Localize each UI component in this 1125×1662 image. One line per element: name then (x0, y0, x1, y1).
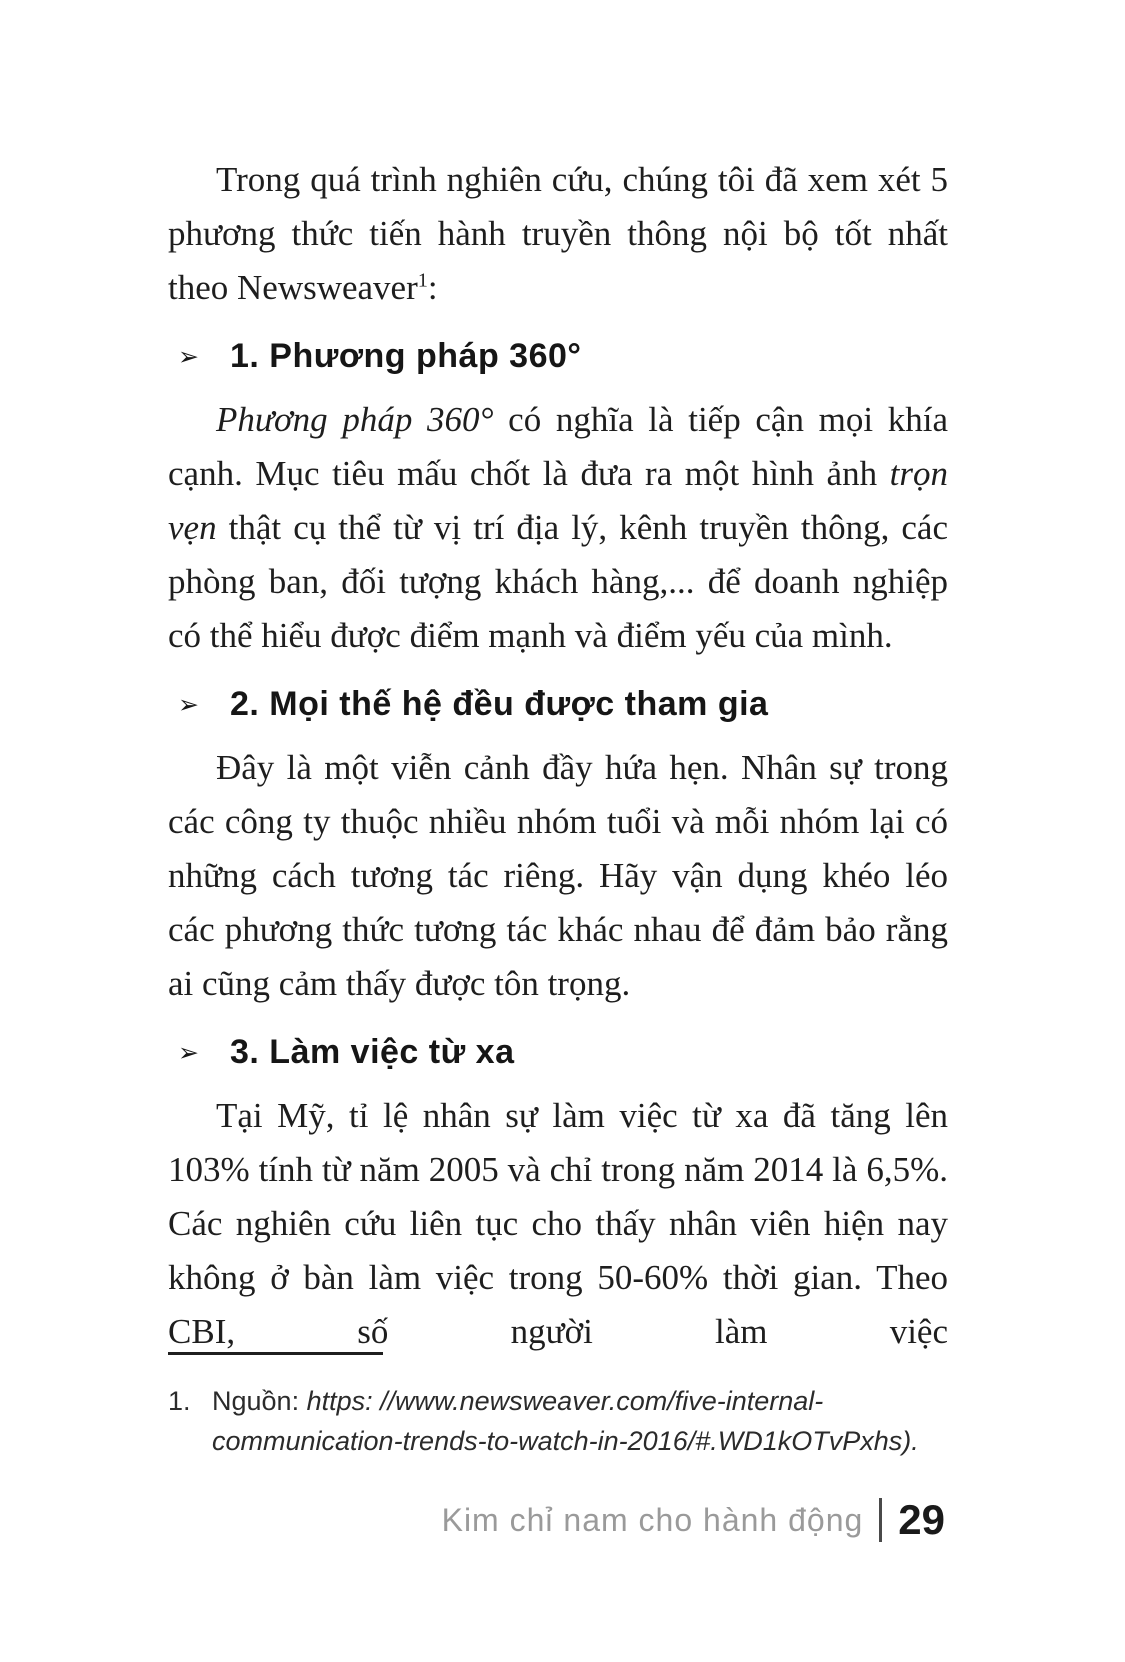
section-1-title: 1. Phương pháp 360° (230, 337, 582, 375)
intro-paragraph (168, 153, 948, 315)
footnote-separator-rule (168, 1352, 383, 1355)
footnote-area (168, 1352, 958, 1461)
section-1-emphasis-italic: trọn vẹn (168, 454, 948, 547)
arrow-bullet-icon: ➢ (178, 341, 199, 371)
page-number: 29 (898, 1496, 945, 1543)
footnote-ref-marker: 1 (417, 269, 428, 292)
section-3-paragraph: Tại Mỹ, tỉ lệ nhân sự làm việc từ xa đã tăng lên 103% tính từ năm 2005 và chỉ trong năm 2014 là 6,5%. Các nghiên cứu liên tục cho thấy nhân viên hiện nay không ở bàn làm việc trong 50-60% thời gian. Theo CBI, số người làm việc (168, 1096, 948, 1351)
intro-text: Trong quá trình nghiên cứu, chúng tôi đã xem xét 5 phương thức tiến hành truyền thông nội bộ tốt nhất theo Newsweaver (168, 160, 948, 307)
section-1-paragraph (168, 393, 948, 663)
arrow-bullet-icon: ➢ (178, 1037, 199, 1067)
running-title: Kim chỉ nam cho hành động (441, 1501, 864, 1538)
section-3-header (168, 1029, 948, 1075)
section-2-title: 2. Mọi thế hệ đều được tham gia (230, 685, 769, 723)
footnote (168, 1381, 958, 1461)
section-1-header (168, 333, 948, 379)
section-1-lead-italic: Phương pháp 360° (216, 400, 494, 439)
footnote-source-label: Nguồn: (212, 1386, 307, 1416)
section-1-text: có nghĩa là tiếp cận mọi khía cạnh. Mục tiêu mấu chốt là đưa ra một hình ảnh (168, 400, 949, 493)
intro-tail: : (427, 268, 438, 307)
section-3-title: 3. Làm việc từ xa (230, 1033, 515, 1071)
page-footer (442, 1496, 945, 1544)
section-2-paragraph: Đây là một viễn cảnh đầy hứa hẹn. Nhân sự trong các công ty thuộc nhiều nhóm tuổi và mỗi nhóm lại có những cách tương tác riêng. Hãy vận dụng khéo léo các phương thức tương tác khác nhau để đảm bảo rằng ai cũng cảm thấy được tôn trọng. (168, 748, 948, 1003)
footnote-url: https: //www.newsweaver.com/five-internal-communication-trends-to-watch-in-2016/#.WD1kOTvPxhs). (212, 1386, 919, 1456)
section-1-text-tail: thật cụ thể từ vị trí địa lý, kênh truyền thông, các phòng ban, đối tượng khách hàng,... để doanh nghiệp có thể hiểu được điểm mạnh và điểm yếu của mình. (168, 508, 948, 655)
footer-divider (879, 1498, 882, 1542)
section-2-header (168, 681, 948, 727)
page-content (168, 153, 948, 1359)
footnote-number: 1. (168, 1386, 191, 1416)
arrow-bullet-icon: ➢ (178, 689, 199, 719)
footnote-text (212, 1381, 958, 1461)
